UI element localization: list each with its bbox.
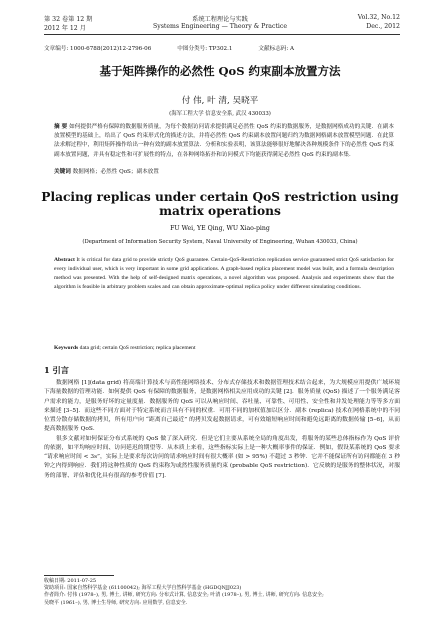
received-date: 收稿日期: 2011-07-25 xyxy=(44,578,97,584)
section-body xyxy=(44,379,400,481)
en-abstract-label: Abstract xyxy=(54,257,75,263)
en-abstract xyxy=(54,256,394,292)
header-rule xyxy=(44,34,400,35)
en-keywords-label: Keywords xyxy=(54,345,79,351)
paragraph: 数据网格 [1](data grid) 将高端计算技术与高性能网络技术、分布式存储技术和数据管理技术结合起来，为大规模应用提供广域环境下海量数据的管理功能．如何提供 QoS 有保障的数据服务，是数据网格相关应用成功的关键 [2]．服务质量 (QoS) 描述了一个服务满足客户需求的能力，是服务好坏的定量度量．数据服务的 QoS 可以从响应时间、吞吐量、可靠性、可用性、安全性和并发处理能力等等多方面来描述 [3–5]．而这些不同方面对于特定系统而言具有不同的权重．可用不同的加权值加以区分．副本 (replica) 技术在网格系统中的不同位置分散存储数据的拷贝，所有用户向 “距离自己最近” 的拷贝发起数据请求，可有效缩短响应时间和避免远距离的数据传输 [5–6]，从而提高数据服务 QoS． xyxy=(44,380,400,433)
issue-date: 2012 年 12 月 xyxy=(44,25,86,32)
en-authors: FU Wei, YE Qing, WU Xiao-ping xyxy=(170,225,270,232)
en-title: Placing replicas under certain QoS restriction using matrix operations xyxy=(41,190,399,218)
clc-number: 中图分类号: TP302.1 xyxy=(177,46,233,52)
article-id: 文章编号: 1000-6788(2012)12-2796-06 xyxy=(44,46,152,52)
document-code: 文献标志码: A xyxy=(258,46,295,52)
article-meta xyxy=(44,44,400,52)
cn-affiliation: (海军工程大学 信息安全系, 武汉 430033) xyxy=(169,111,271,117)
en-abstract-text: It is critical for data grid to provide strictly QoS guarantee. Certain-QoS-Restriction replication service guaranteed strict QoS satisfaction for every individual user, which is very important in some grid applications. A graph-based replica placement model was built, and a formula description method was presented. With the help of self-designed matrix operations, a novel algorithm was proposed. Analysis and experiments show that the algorithm is feasible in arbitrary problem scales and can obtain approximate-optimal replica policy under different simulating conditions. xyxy=(54,257,394,291)
paragraph: 很多文献对如何保证分布式系统的 QoS 做了深入研究．但是它们主要从系统全局的角度出发，将服务的某些总体指标作为 QoS 评价的依据，如平均响应时间、访问延迟的期望等．从本质上来看，这些指标实际上是一种大概率事件的保证．例如，假设某系统的 QoS 要求 “请求响应时间 < 3s”，实际上是要求每次访问的请求响应时间有很大概率 (如 > 95%) 不超过 3 秒钟．它并不能保证所有访问都能在 3 秒钟之内得到响应．我们将这种性质的 QoS 约束称为或然性服务质量约束 (probable QoS restriction)．它反映的是服务的整体状况，对服务的部署、评估和优化具有很高的参考价值 [7]． xyxy=(44,435,400,479)
cn-abstract-text: 如何提供严格有保障的数据服务质量，为每个数据访问请求提供满足必然性 QoS 约束的数据服务，是数据网格成功的关键．在副本放置模型的基础上，给出了 QoS 约束形式化的描述方法，并将必然性 QoS 约束副本放置问题归约为数据网格副本放置模型问题．在此算法求解过程中，利用矩阵操作给出一种有效的副本放置算法．分析和实验表明，该算法能够很好地解决各种规模条件下的必然性 QoS 约束副本放置问题，并具有稳定性和可扩展性的特点，在各种网络拓扑和访问模式下均能获得满足必然性 QoS 约束的副本集． xyxy=(54,124,395,158)
cn-authors: 付 伟, 叶 清, 吴晓平 xyxy=(181,96,259,106)
issue-date-en: Dec., 2012 xyxy=(366,23,400,30)
journal-name-en: Systems Engineering — Theory & Practice xyxy=(152,23,288,30)
author-bio: 作者简介: 付伟 (1978–), 男, 博士, 讲师, 研究方向: 分布式计算, 信息安全; 叶清 (1978–), 男, 博士, 讲师, 研究方向: 信息安全; xyxy=(44,592,324,599)
en-keywords xyxy=(54,344,394,353)
volume-issue-en: Vol.32, No.12 xyxy=(357,14,400,21)
footnote xyxy=(44,578,400,607)
author-bio: 吴晓平 (1961–), 男, 博士生导师, 研究方向: 应用数学, 信息安全. xyxy=(44,599,188,606)
funding: 资助项目: 国家自然科学基金 (61100042); 海军工程大学自然科学基金 (HGDQNJJ023) xyxy=(44,585,242,592)
cn-keywords-text: 数据网格；必然性 QoS；副本放置 xyxy=(72,169,159,175)
en-keywords-text: data grid; certain QoS restriction; replica placement xyxy=(79,345,196,351)
journal-name-cn: 系统工程理论与实践 xyxy=(192,16,248,23)
cn-abstract xyxy=(54,123,394,160)
volume-issue: 第 32 卷第 12 期 xyxy=(44,16,93,23)
cn-abstract-label: 摘 要 xyxy=(54,124,68,130)
footnote-rule xyxy=(44,575,114,576)
cn-keywords xyxy=(54,168,394,177)
cn-keywords-label: 关键词 xyxy=(54,169,71,175)
cn-title: 基于矩阵操作的必然性 QoS 约束副本放置方法 xyxy=(99,64,341,78)
section-heading: 1 引言 xyxy=(44,365,69,375)
en-affiliation: (Department of Information Security System, Naval University of Engineering, Wuhan 430033, China) xyxy=(82,239,358,245)
